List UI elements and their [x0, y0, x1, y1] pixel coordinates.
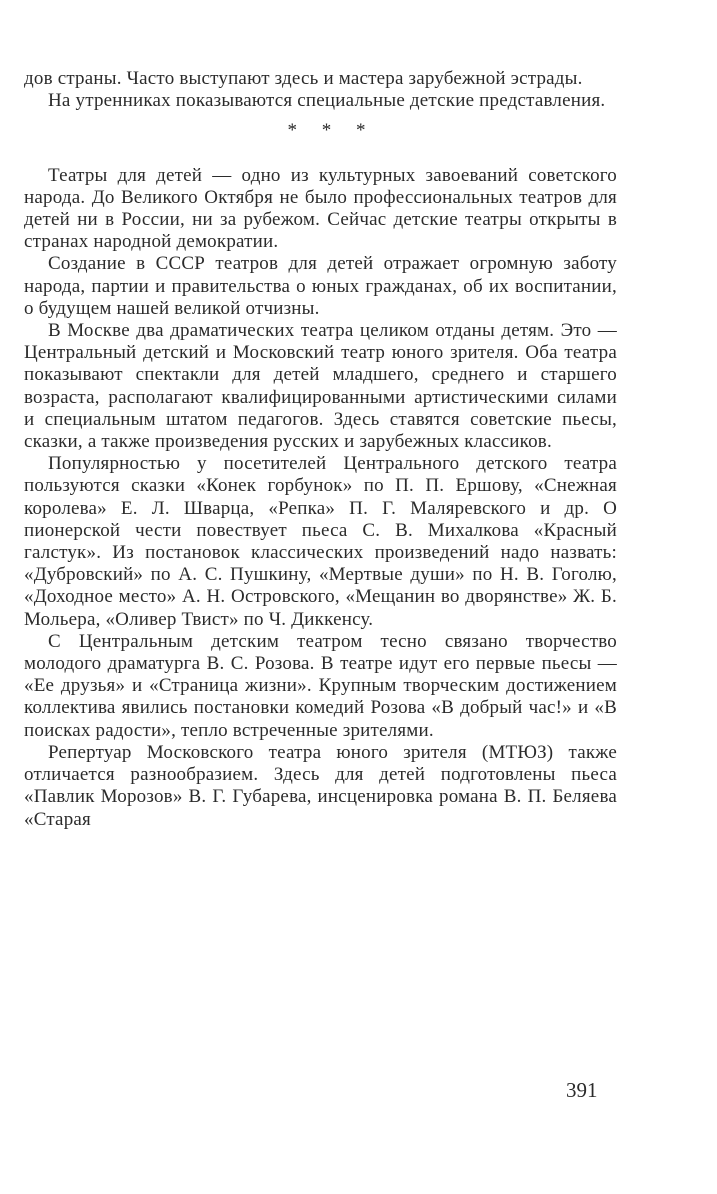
paragraph-mtyuz: Репертуар Московского театра юного зрителя (МТЮЗ) также отличается разнообразием. Здесь для детей подготовлены пьеса «Павлик Морозов» В. Г. Губарева, инсценировка романа В. П. Беляева «Старая	[24, 741, 617, 830]
section-separator: * * *	[287, 120, 376, 142]
paragraph-moscow-theatres: В Москве два драматических театра целиком отданы детям. Это — Центральный детский и Московский театр юного зрителя. Оба театра показывают спектакли для детей младшего, среднего и старшего возраста, располагают квалифицированными артистическими силами и специальным штатом педагогов. Здесь ставятся советские пьесы, сказки, а также произведения русских и зарубежных классиков.	[24, 320, 617, 453]
paragraph-central-repertoire: Популярностью у посетителей Центрального детского театра пользуются сказки «Конек горбунок» по П. П. Ершову, «Снежная королева» Е. Л. Шварца, «Репка» П. Г. Маляревского и др. О пионерской чести повествует пьеса С. В. Михалкова «Красный галстук». Из постановок классических произведений надо назвать: «Дубровский» по А. С. Пушкину, «Мертвые души» по Н. В. Гоголю, «Доходное место» А. Н. Островского, «Мещанин во дворянстве» Ж. Б. Мольера, «Оливер Твист» по Ч. Диккенсу.	[24, 453, 617, 630]
page-number: 391	[566, 1078, 598, 1102]
paragraph-childrens-theatres: Театры для детей — одно из культурных завоеваний советского народа. До Великого Октября не было профессиональных театров для детей ни в России, ни за рубежом. Сейчас детские театры открыты в странах народной демократии.	[24, 164, 617, 253]
paragraph-continued: дов страны. Часто выступают здесь и мастера зарубежной эстрады.	[24, 68, 583, 89]
page-body	[24, 68, 617, 831]
paragraph-soviet-care: Создание в СССР театров для детей отражает огромную заботу народа, партии и правительства о юных гражданах, об их воспитании, о будущем нашей великой отчизны.	[24, 253, 617, 319]
paragraph-matinees: На утренниках показываются специальные детские представления.	[48, 90, 606, 112]
paragraph-rozov: С Центральным детским театром тесно связано творчество молодого драматурга В. С. Розова. В театре идут его первые пьесы — «Ее друзья» и «Страница жизни». Крупным творческим достижением коллектива явились постановки комедий Розова «В добрый час!» и «В поисках радости», тепло встреченные зрителями.	[24, 630, 617, 741]
